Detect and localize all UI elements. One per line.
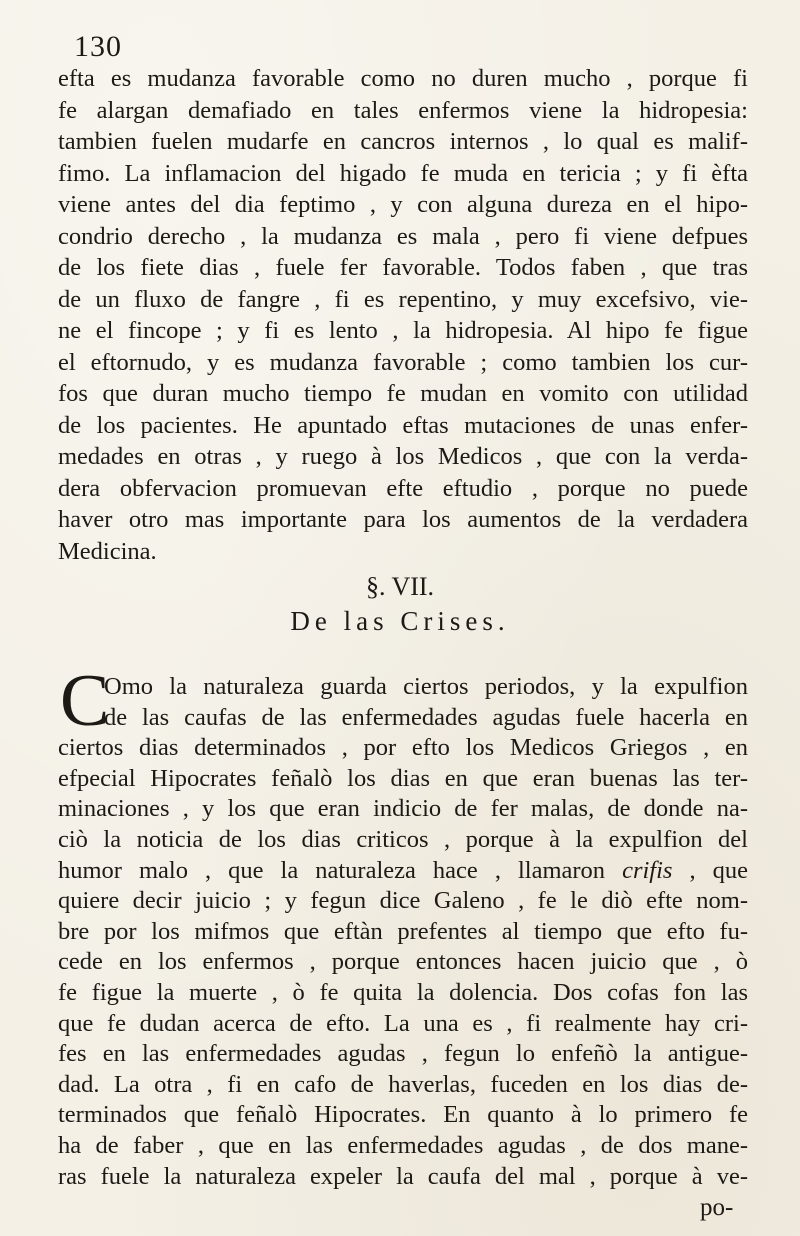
- text-line: medades en otras , y ruego à los Medicos , que con la verda-: [58, 443, 748, 470]
- catchword: po-: [700, 1194, 734, 1222]
- text-line: ras fuele la naturaleza expeler la caufa del mal , porque à ve-: [58, 1162, 748, 1190]
- text-line: bre por los mifmos que eftàn prefentes al tiempo que efto fu-: [58, 917, 748, 945]
- page-number: 130: [74, 30, 122, 63]
- text-line: fe figue la muerte , ò fe quita la dolencia. Dos cofas fon las: [58, 979, 748, 1006]
- text-line: que fe dudan acerca de efto. La una es , fi realmente hay cri-: [58, 1009, 748, 1037]
- italic-term: crifis: [622, 856, 673, 884]
- text-line: efta es mudanza favorable como no duren mucho , porque fi: [58, 65, 748, 92]
- text-line: dera obfervacion promuevan efte eftudio , porque no puede: [58, 474, 748, 502]
- text-line: cede en los enfermos , porque entonces hacen juicio que , ò: [58, 948, 748, 976]
- text-line: haver otro mas importante para los aumentos de la verdadera: [58, 506, 748, 533]
- text-line: fe alargan demafiado en tales enfermos viene la hidropesia:: [58, 96, 748, 124]
- text-line: viene antes del dia feptimo , y con alguna dureza en el hipo-: [58, 191, 748, 218]
- text-line-with-italic: [58, 856, 748, 886]
- text-line: de los fiete dias , fuele fer favorable. Todos faben , que tras: [58, 254, 748, 281]
- text-line: de las caufas de las enfermedades agudas fuele hacerla en: [104, 703, 748, 731]
- text-line: de un fluxo de fangre , fi es repentino, y muy excefsivo, vie-: [58, 285, 748, 313]
- text-line: dad. La otra , fi en cafo de haverlas, fuceden en los dias de-: [58, 1070, 748, 1098]
- text-line: ne el fincope ; y fi es lento , la hidropesia. Al hipo fe figue: [58, 317, 748, 344]
- text-line: minaciones , y los que eran indicio de fer malas, de donde na-: [58, 795, 748, 823]
- text-line: el eftornudo, y es mudanza favorable ; como tambien los cur-: [58, 348, 748, 376]
- text-line: ciertos dias determinados , por efto los Medicos Griegos , en: [58, 734, 748, 762]
- section-number: §. VII.: [365, 572, 435, 601]
- text-line: condrio derecho , la mudanza es mala , pero fi viene defpues: [58, 222, 748, 250]
- text-line: efpecial Hipocrates feñalò los dias en que eran buenas las ter-: [58, 764, 748, 792]
- text-line: tambien fuelen mudarfe en cancros internos , lo qual es malif-: [58, 128, 748, 155]
- text-line: fos que duran mucho tiempo fe mudan en vomito con utilidad: [58, 380, 748, 407]
- text-line-last: Medicina.: [58, 537, 157, 565]
- text-line: ha de faber , que en las enfermedades agudas , de dos mane-: [58, 1132, 748, 1159]
- drop-cap: C: [60, 660, 110, 742]
- section-title: De las Crises.: [290, 606, 510, 636]
- text-segment: humor malo , que la naturaleza hace , llamaron: [58, 856, 606, 884]
- text-line: quiere decir juicio ; y fegun dice Galeno , fe le diò efte nom-: [58, 887, 748, 915]
- text-line: Omo la naturaleza guarda ciertos periodos, y la expulfion: [104, 673, 748, 700]
- text-line: ciò la noticia de los dias criticos , porque à la expulfion del: [58, 826, 748, 853]
- text-segment: , que: [689, 856, 749, 884]
- text-line: de los pacientes. He apuntado eftas mutaciones de unas enfer-: [58, 411, 748, 439]
- text-line: fimo. La inflamacion del higado fe muda en tericia ; y fi èfta: [58, 159, 748, 187]
- text-line: fes en las enfermedades agudas , fegun lo enfeñò la antigue-: [58, 1040, 748, 1068]
- text-line: terminados que feñalò Hipocrates. En quanto à lo primero fe: [58, 1101, 748, 1129]
